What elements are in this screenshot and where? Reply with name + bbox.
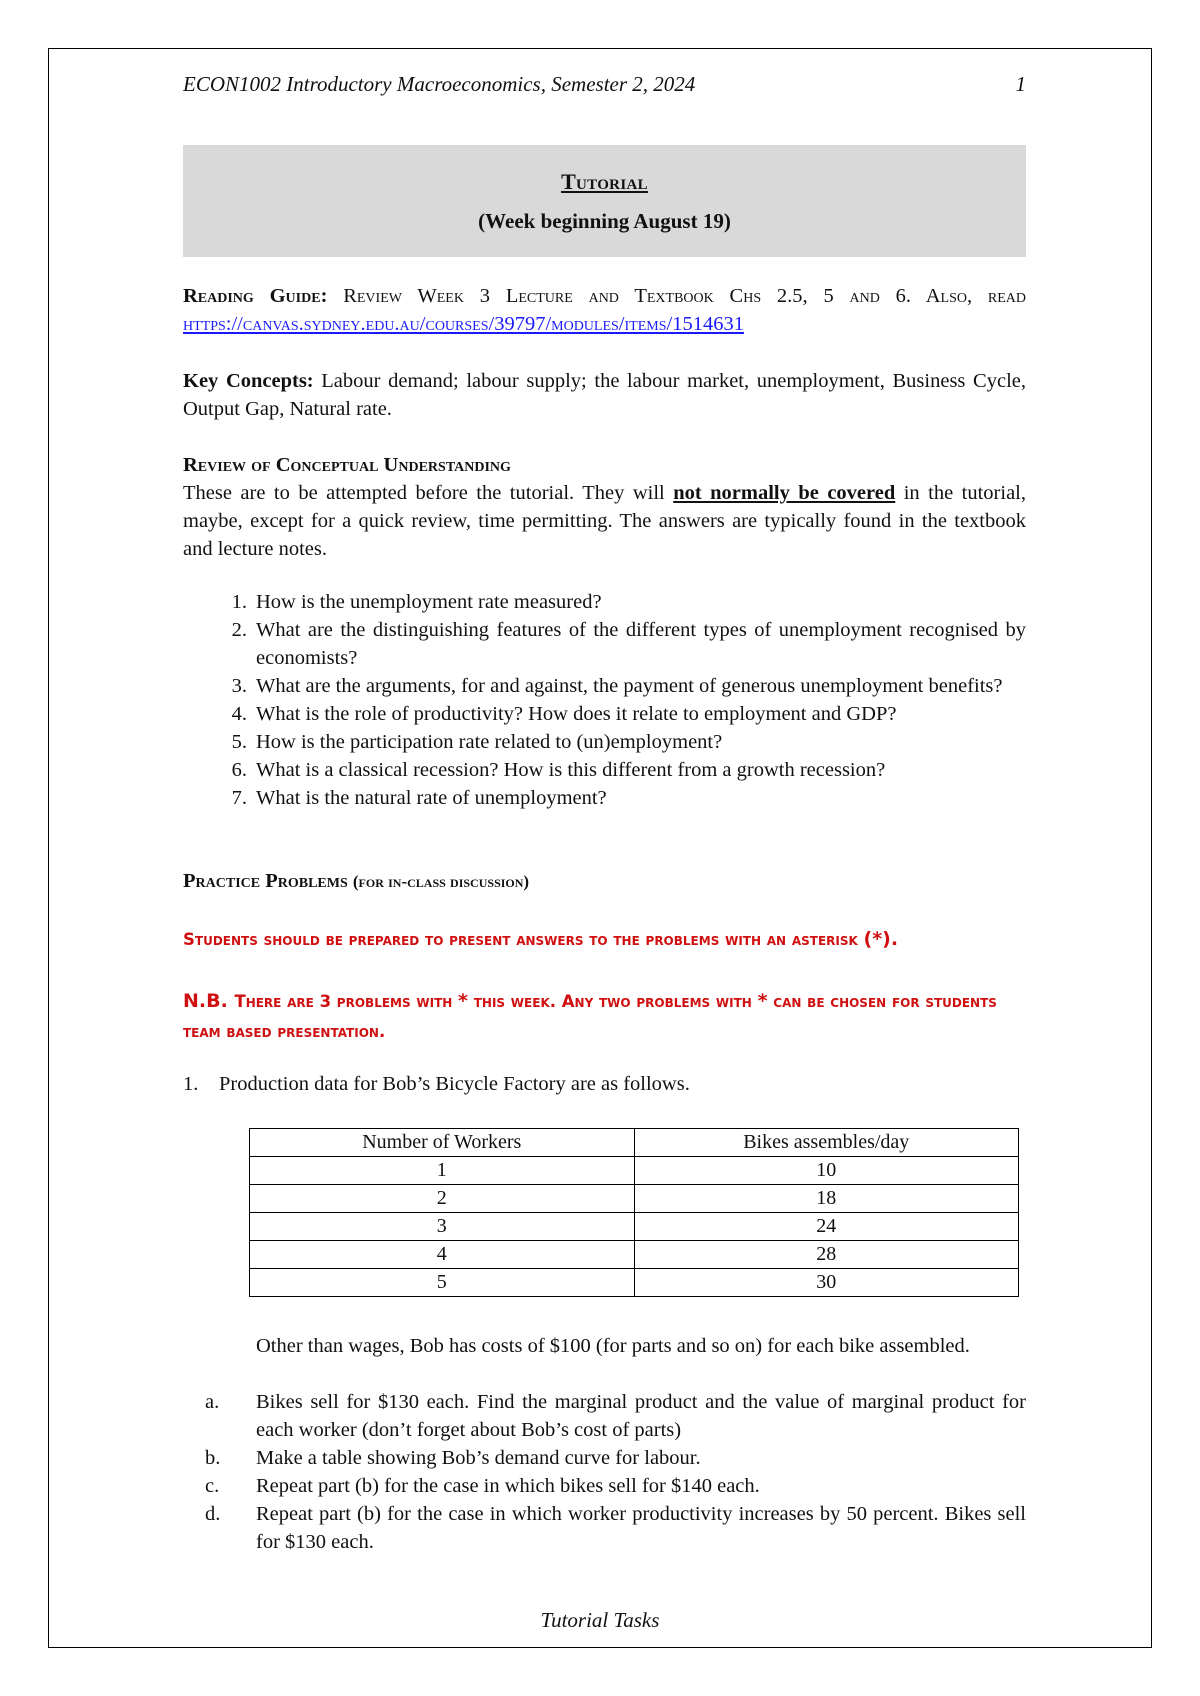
reading-guide-label: Reading Guide: bbox=[183, 285, 328, 307]
reading-guide-text: Review Week 3 Lecture and Textbook Chs 2.5, 5 and 6. Also, read bbox=[327, 285, 1027, 307]
question-text: What is a classical recession? How is this different from a growth recession? bbox=[256, 759, 886, 781]
part-letter: c. bbox=[205, 1475, 220, 1497]
table-header-row bbox=[250, 1129, 1019, 1157]
question-text: How is the participation rate related to (un)employment? bbox=[256, 731, 723, 753]
reading-guide bbox=[183, 282, 1026, 338]
nb-notice bbox=[183, 986, 1026, 1047]
key-concepts-text: Labour demand; labour supply; the labour market, unemployment, Business Cycle, Output Gap, Natural rate. bbox=[183, 370, 1026, 420]
nb-asterisk-1: * bbox=[458, 990, 468, 1012]
asterisk-notice bbox=[183, 928, 1026, 950]
table-cell: 1 bbox=[250, 1157, 635, 1185]
question-text: How is the unemployment rate measured? bbox=[256, 591, 602, 613]
practice-heading bbox=[183, 870, 529, 893]
question-text: What are the arguments, for and against, the payment of generous unemployment benefits? bbox=[256, 675, 1003, 697]
part-text: Repeat part (b) for the case in which bikes sell for $140 each. bbox=[256, 1475, 760, 1497]
review-text-before: These are to be attempted before the tutorial. They will bbox=[183, 482, 674, 504]
question-number: 1. bbox=[231, 591, 247, 613]
table-row bbox=[250, 1241, 1019, 1269]
part-text: Bikes sell for $130 each. Find the marginal product and the value of marginal product for each worker (don’t forget about Bob’s cost of parts) bbox=[256, 1391, 1026, 1441]
table-row bbox=[250, 1157, 1019, 1185]
page-title: Tutorial bbox=[561, 169, 648, 194]
question-text: What is the role of productivity? How does it relate to employment and GDP? bbox=[256, 703, 897, 725]
question-number: 3. bbox=[231, 675, 247, 697]
table-row bbox=[250, 1269, 1019, 1297]
review-emphasis: not normally be covered bbox=[673, 482, 896, 504]
asterisk-mark: (*). bbox=[863, 928, 899, 950]
list-item bbox=[183, 588, 1026, 616]
week-subtitle: (Week beginning August 19) bbox=[478, 209, 731, 233]
table-row bbox=[250, 1185, 1019, 1213]
problem-text: Production data for Bob’s Bicycle Factory are as follows. bbox=[219, 1073, 690, 1095]
running-header bbox=[183, 72, 1026, 97]
table-cell: 2 bbox=[250, 1185, 635, 1213]
question-number: 4. bbox=[231, 703, 247, 725]
list-item bbox=[183, 1472, 1026, 1500]
production-table bbox=[249, 1128, 1019, 1297]
list-item bbox=[183, 1500, 1026, 1556]
part-letter: b. bbox=[205, 1447, 221, 1469]
nb-label: N.B. bbox=[183, 990, 235, 1012]
list-item bbox=[183, 728, 1026, 756]
list-item bbox=[183, 756, 1026, 784]
page-number: 1 bbox=[1015, 72, 1026, 96]
key-concepts-label: Key Concepts: bbox=[183, 370, 314, 392]
question-number: 2. bbox=[231, 619, 247, 641]
question-number: 6. bbox=[231, 759, 247, 781]
part-text: Repeat part (b) for the case in which worker productivity increases by 50 percent. Bikes sell for $130 each. bbox=[256, 1503, 1026, 1553]
running-footer: Tutorial Tasks bbox=[540, 1608, 660, 1632]
table-cell: 28 bbox=[634, 1241, 1019, 1269]
list-item bbox=[183, 1388, 1026, 1444]
review-text bbox=[183, 479, 1026, 563]
part-letter: d. bbox=[205, 1503, 221, 1525]
table-cell: 4 bbox=[250, 1241, 635, 1269]
question-text: What are the distinguishing features of the different types of unemployment recognised by economists? bbox=[256, 619, 1026, 669]
list-item bbox=[183, 700, 1026, 728]
review-text-after: in the tutorial, maybe, except for a quick review, time permitting. The answers are typically found in the textbook and lecture notes. bbox=[183, 482, 1026, 560]
list-item bbox=[183, 1444, 1026, 1472]
title-box bbox=[183, 145, 1026, 257]
nb-asterisk-2: * bbox=[757, 990, 768, 1012]
nb-text-1: There are 3 problems with bbox=[234, 992, 459, 1011]
question-text: What is the natural rate of unemployment? bbox=[256, 787, 607, 809]
problem-1 bbox=[183, 1073, 1026, 1096]
asterisk-notice-text: Students should be prepared to present answers to the problems with an asterisk bbox=[183, 930, 864, 949]
question-number: 5. bbox=[231, 731, 247, 753]
problem-number: 1. bbox=[183, 1073, 199, 1095]
part-letter: a. bbox=[205, 1391, 220, 1413]
part-text: Make a table showing Bob’s demand curve for labour. bbox=[256, 1447, 701, 1469]
table-cell: 5 bbox=[250, 1269, 635, 1297]
table-cell: 3 bbox=[250, 1213, 635, 1241]
column-header: Number of Workers bbox=[250, 1129, 635, 1157]
table-cell: 30 bbox=[634, 1269, 1019, 1297]
bob-costs-text: Other than wages, Bob has costs of $100 (for parts and so on) for each bike assembled. bbox=[256, 1335, 970, 1357]
nb-text-3: can be chosen for students team based presentation. bbox=[183, 992, 997, 1041]
review-section bbox=[183, 451, 1026, 563]
table-cell: 24 bbox=[634, 1213, 1019, 1241]
table-cell: 18 bbox=[634, 1185, 1019, 1213]
table-row bbox=[250, 1213, 1019, 1241]
practice-title: Practice Problems bbox=[183, 870, 353, 892]
nb-text-2: this week. Any two problems with bbox=[467, 992, 758, 1011]
practice-subtitle: (for in-class discussion) bbox=[352, 872, 530, 891]
table-cell: 10 bbox=[634, 1157, 1019, 1185]
review-heading: Review of Conceptual Understanding bbox=[183, 454, 511, 476]
course-title: ECON1002 Introductory Macroeconomics, Semester 2, 2024 bbox=[183, 72, 696, 96]
list-item bbox=[183, 672, 1026, 700]
canvas-module-link[interactable]: https://canvas.sydney.edu.au/courses/39797/modules/items/1514631 bbox=[183, 313, 744, 335]
question-number: 7. bbox=[231, 787, 247, 809]
list-item bbox=[183, 616, 1026, 672]
list-item bbox=[183, 784, 1026, 812]
question-list bbox=[183, 588, 1026, 812]
column-header: Bikes assembles/day bbox=[634, 1129, 1019, 1157]
problem-parts bbox=[183, 1388, 1026, 1556]
key-concepts bbox=[183, 367, 1026, 423]
